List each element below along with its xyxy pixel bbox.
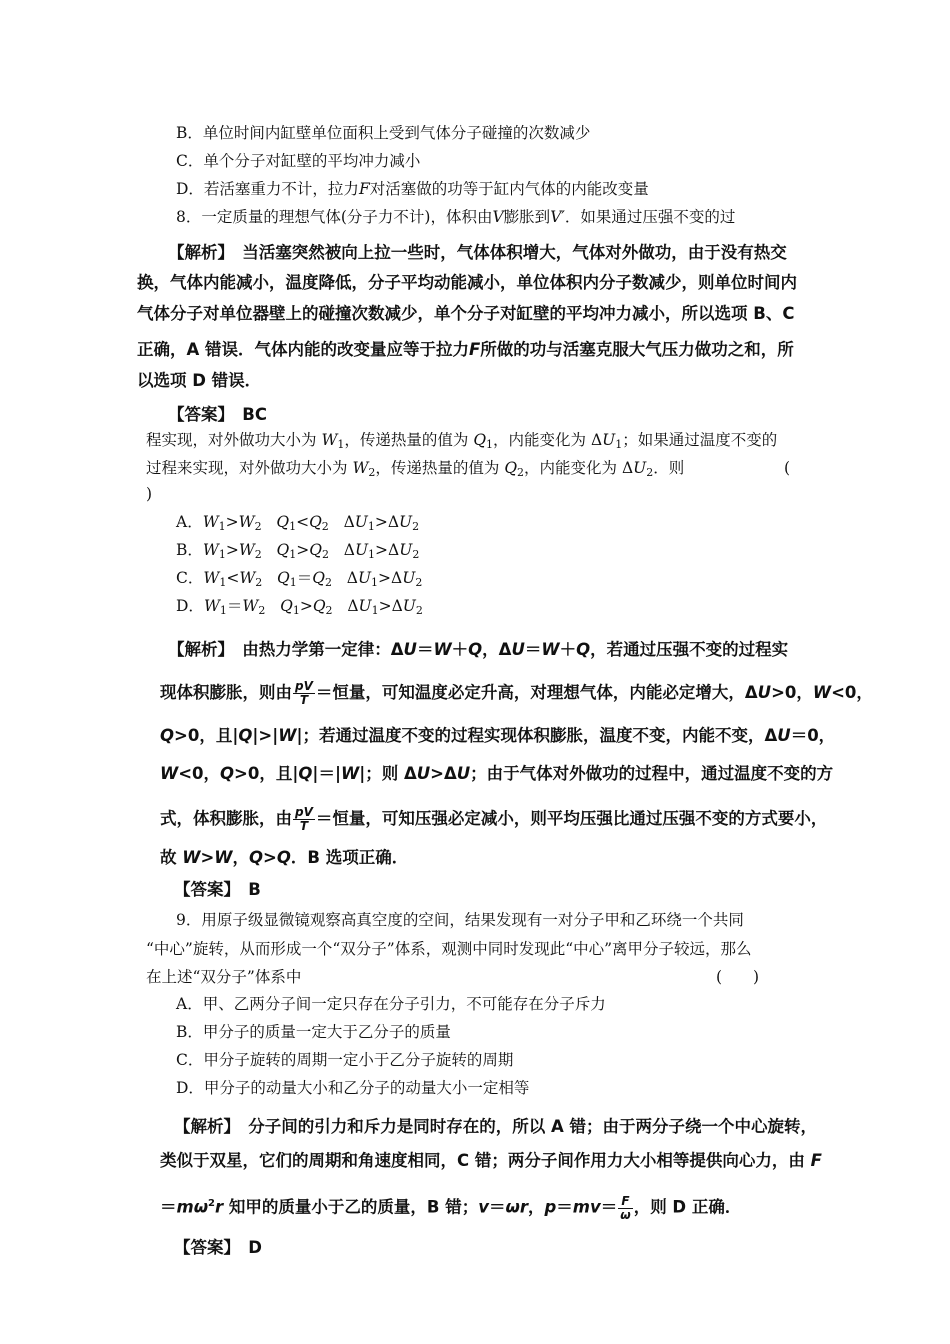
spacer [262, 513, 277, 531]
math-subscript: 2 [412, 548, 420, 561]
spacer [332, 569, 347, 587]
q7-analysis-line5: 以选项 D 错误． [137, 371, 262, 390]
q9-analysis-line3: $=m\omega^2r$ 知甲的质量小于乙的质量，B 错；v＝ωr，p＝mv＝ $\frac{F}{\omega}$ ，则 D 正确． [160, 1193, 742, 1222]
q8-answer: 【答案】 B [174, 880, 261, 899]
q8-analysis-line5: 式，体积膨胀，由 $\frac{pV}{T}$ ＝恒量，可知压强必定减小，则平均压强比通过压强不变的方式要小， [160, 805, 828, 833]
math-subscript: 2 [646, 466, 654, 479]
text-run: < [296, 513, 310, 531]
math-variable: U [602, 431, 616, 449]
text-run: >Δ [378, 597, 403, 615]
math-subscript: 2 [517, 466, 525, 479]
q8-paren-open: ( [784, 459, 791, 477]
math-subscript: 2 [415, 604, 423, 617]
spacer [333, 597, 348, 615]
text-run: ，内能变化为 Δ [493, 431, 603, 449]
q8-paren-close: ) [146, 485, 153, 503]
math-variable: Q [504, 459, 518, 477]
text-run: ；如果通过温度不变的 [622, 431, 778, 449]
math-subscript: 1 [368, 548, 376, 561]
text-run: ，传递热量的值为 [375, 459, 505, 477]
math-subscript: 1 [289, 548, 297, 561]
f-over-omega-fraction: $\frac{F}{\omega}$ [620, 1193, 631, 1222]
math-subscript: 1 [371, 604, 379, 617]
text-run: > [299, 597, 313, 615]
q8-option-d [176, 596, 423, 621]
math-subscript: 2 [255, 576, 263, 589]
q8-stem-start: 8．一定质量的理想气体(分子力不计)，体积由V膨胀到V′．如果通过压强不变的过 [176, 208, 736, 226]
math-variable: W [202, 513, 219, 531]
q7-option-c: C．单个分子对缸壁的平均冲力减小 [176, 152, 421, 170]
math-variable: Q [276, 513, 290, 531]
math-variable: Q [309, 541, 322, 559]
pv-over-t-fraction-2: $\frac{pV}{T}$ [295, 805, 313, 833]
text-run: > [296, 541, 310, 559]
q8-stem-line1 [146, 430, 777, 455]
math-variable: U [633, 459, 647, 477]
q9-answer: 【答案】 D [174, 1238, 262, 1257]
spacer [262, 541, 277, 559]
text-run: Δ [343, 513, 355, 531]
math-subscript: 2 [258, 604, 266, 617]
text-run: A． [176, 513, 203, 531]
math-variable: Q [473, 431, 487, 449]
q7-analysis-line4: 正确，A 错误．气体内能的改变量应等于拉力F所做的功与活塞克服大气压力做功之和，所 [137, 340, 794, 359]
math-subscript: 2 [321, 520, 329, 533]
q8-option-b [176, 540, 419, 565]
q9-analysis-line1: 【解析】 分子间的引力和斥力是同时存在的，所以 A 错；由于两分子绕一个中心旋转， [174, 1117, 818, 1136]
spacer [329, 513, 344, 531]
math-subscript: 2 [324, 576, 332, 589]
q7-option-b: B．单位时间内缸壁单位面积上受到气体分子碰撞的次数减少 [176, 124, 591, 142]
text-run: > [225, 541, 239, 559]
q7-answer: 【答案】 BC [168, 405, 267, 424]
math-variable: U [358, 597, 372, 615]
q7-analysis-line1: 【解析】 当活塞突然被向上拉一些时，气体体积增大，气体对外做功，由于没有热交 [168, 243, 787, 262]
text-run: >Δ [375, 541, 400, 559]
math-subscript: 1 [289, 576, 297, 589]
math-variable: U [399, 541, 413, 559]
text-run: B． [176, 541, 203, 559]
text-run: ．则 [653, 459, 685, 477]
text-run: C． [176, 569, 204, 587]
math-variable: W [203, 597, 220, 615]
math-variable: Q [277, 569, 290, 587]
math-variable: U [354, 513, 368, 531]
text-run: ＝ [296, 569, 313, 587]
q7-analysis-line3: 气体分子对单位器壁上的碰撞次数减少，单个分子对缸壁的平均冲力减小，所以选项 B、C [137, 304, 795, 323]
q9-option-a: A．甲、乙两分子间一定只存在分子引力，不可能存在分子斥力 [176, 995, 606, 1013]
q9-option-d: D．甲分子的动量大小和乙分子的动量大小一定相等 [176, 1079, 530, 1097]
text-run: Δ [346, 569, 358, 587]
q7-analysis-line2: 换，气体内能减小，温度降低，分子平均动能减小，单位体积内分子数减少，则单位时间内 [137, 273, 797, 292]
text-run: Δ [343, 541, 355, 559]
math-subscript: 1 [289, 520, 297, 533]
text-run: >Δ [378, 569, 403, 587]
q8-analysis-line4: W<0，Q>0，且|Q|＝|W|；则 ΔU>ΔU；由于气体对外做功的过程中，通过温度不变的方 [160, 764, 834, 783]
math-variable: Q [276, 541, 290, 559]
math-subscript: 1 [292, 604, 300, 617]
q9-stem-line1: 9．用原子级显微镜观察高真空度的空间，结果发现有一对分子甲和乙环绕一个共同 [176, 911, 744, 929]
math-variable: W [321, 431, 338, 449]
math-subscript: 2 [368, 466, 376, 479]
math-variable: W [203, 569, 220, 587]
spacer [329, 541, 344, 559]
math-subscript: 1 [218, 520, 226, 533]
math-subscript: 2 [321, 548, 329, 561]
math-variable: U [357, 569, 372, 587]
math-subscript: 2 [415, 576, 423, 589]
math-subscript: 1 [371, 576, 379, 589]
pv-over-t-fraction: $\frac{pV}{T}$ [295, 679, 313, 707]
math-variable: W [202, 541, 219, 559]
text-run: >Δ [374, 513, 400, 531]
math-subscript: 1 [615, 438, 623, 451]
q9-option-c: C．甲分子旋转的周期一定小于乙分子旋转的周期 [176, 1051, 514, 1069]
text-run: Δ [347, 597, 359, 615]
math-subscript: 1 [219, 604, 227, 617]
text-run: < [226, 569, 240, 587]
q8-option-c [176, 568, 422, 593]
math-subscript: 2 [325, 604, 333, 617]
q8-analysis-line6: 故 W>W，Q>Q．B 选项正确． [160, 848, 409, 867]
q8-analysis-line1: 【解析】 由热力学第一定律：ΔU＝W＋Q，ΔU＝W＋Q，若通过压强不变的过程实 [168, 640, 789, 659]
math-subscript: 1 [486, 438, 494, 451]
text-run: D． [176, 597, 204, 615]
spacer [262, 569, 277, 587]
math-variable: U [402, 597, 416, 615]
math-variable: Q [280, 597, 293, 615]
q8-stem-line2 [146, 458, 684, 483]
text-run: ，内能变化为 Δ [524, 459, 634, 477]
math-variable: Q [312, 597, 326, 615]
math-variable: W [238, 513, 255, 531]
text-run: > [225, 513, 239, 531]
math-variable: Q [312, 569, 325, 587]
math-variable: W [239, 569, 256, 587]
math-variable: W [238, 541, 255, 559]
text-run: ＝ [226, 597, 243, 615]
text-run: 程实现，对外做功大小为 [146, 431, 322, 449]
q7-option-d: D．若活塞重力不计，拉力F对活塞做的功等于缸内气体的内能改变量 [176, 180, 649, 198]
text-run: 过程来实现，对外做功大小为 [146, 459, 353, 477]
text-run: ，传递热量的值为 [344, 431, 474, 449]
math-subscript: 1 [337, 438, 345, 451]
math-subscript: 2 [254, 520, 262, 533]
math-variable: Q [309, 513, 322, 531]
q8-option-a [176, 512, 419, 537]
q9-paren: ( ) [716, 968, 760, 986]
math-variable: W [352, 459, 369, 477]
math-subscript: 1 [219, 576, 227, 589]
math-variable: U [354, 541, 369, 559]
q9-stem-line2: “中心”旋转，从而形成一个“双分子”体系，观测中同时发现此“中心”离甲分子较远，那么 [146, 940, 752, 958]
spacer [265, 597, 280, 615]
q8-analysis-line3: Q>0，且|Q|>|W|；若通过温度不变的过程实现体积膨胀，温度不变，内能不变，ΔU＝0， [160, 726, 836, 745]
q9-stem-line3: 在上述“双分子”体系中 [146, 968, 302, 986]
math-variable: U [399, 513, 413, 531]
math-subscript: 2 [254, 548, 262, 561]
math-variable: U [402, 569, 416, 587]
math-subscript: 2 [412, 520, 420, 533]
q9-analysis-line2: 类似于双星，它们的周期和角速度相同，C 错；两分子间作用力大小相等提供向心力，由 F [160, 1151, 822, 1170]
q9-option-b: B．甲分子的质量一定大于乙分子的质量 [176, 1023, 451, 1041]
math-variable: W [242, 597, 259, 615]
q8-analysis-line2: 现体积膨胀，则由 $\frac{pV}{T}$ ＝恒量，可知温度必定升高，对理想气体，内能必定增大，ΔU>0，W<0， [160, 679, 873, 707]
math-subscript: 1 [218, 548, 226, 561]
math-subscript: 1 [367, 520, 375, 533]
